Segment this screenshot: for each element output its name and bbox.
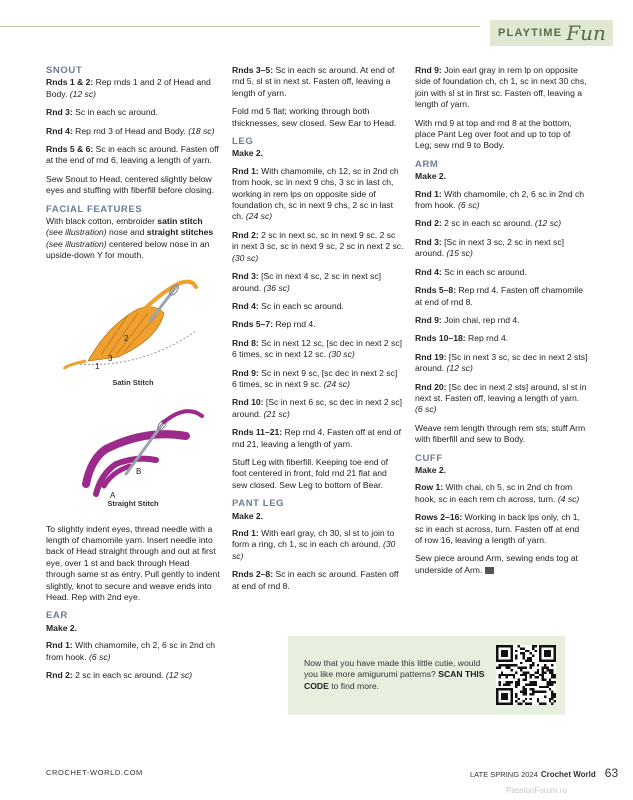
leg-make: Make 2.	[232, 148, 264, 159]
qr-code-icon[interactable]	[496, 645, 556, 705]
arm-row-3: Rnd 3: [Sc in next 3 sc, 2 sc in next sc] around. (15 sc)	[415, 236, 565, 259]
cuff-row-1: Row 1: With chai, ch 5, sc in 2nd ch from hook, sc in each rem ch across, turn. (4 sc)	[415, 482, 580, 504]
satin-stitch-caption: Satin Stitch	[112, 377, 154, 387]
footer-issue-date: LATE SPRING 2024	[470, 770, 538, 779]
snout-para: Sew Snout to Head, centered slightly below eyes and stuffing with fiberfill before closing.	[46, 173, 214, 196]
snout-row-2: Rnd 3: Sc in each sc around.	[46, 107, 158, 118]
leg-row-2: Rnd 2: 2 sc in next sc, sc in next 9 sc, 2 sc in next 3 sc, sc in next 9 sc, 2 sc in next 2 sc. (30 sc)	[232, 229, 404, 263]
arm-row-5: Rnds 5–8: Rep rnd 4. Fasten off chamomile at end of rnd 8.	[415, 285, 583, 307]
section-script: Fun	[566, 21, 606, 45]
straight-stitch-illustration	[46, 394, 220, 502]
leg-row-8: Rnd 10: [Sc in next 6 sc, sc dec in next 2 sc] around. (21 sc)	[232, 397, 403, 419]
snout-row-1: Rnds 1 & 2: Rep rnds 1 and 2 of Head and Body. (12 sc)	[46, 77, 211, 99]
page-number: 63	[604, 766, 619, 780]
arm-para: Weave rem length through rem sts; stuff Arm with fiberfill and sew to Body.	[415, 422, 586, 445]
pant-assembly-para: With rnd 9 at top and rnd 8 at the bottom, place Pant Leg over foot and up to top of Leg; sew rnd 9 to Body.	[415, 117, 572, 151]
promo-box	[288, 636, 565, 715]
arm-row-2: Rnd 2: 2 sc in each sc around. (12 sc)	[415, 218, 562, 229]
arm-row-7: Rnds 10–18: Rep rnd 4.	[415, 333, 509, 344]
facial-para: With black cotton, embroider satin stitch (see illustration) nose and straight stitches (see illustration) centered below nose in an upside-down Y for mouth.	[46, 216, 214, 261]
eyes-para: To slightly indent eyes, thread needle with a length of chamomile yarn. Insert needle into back of Head straight through and out at first eye, over 1 st and back through Head through same st as entry. Pull gently to indent slightly, knot to secure and weave ends into Head. Rep with 2nd eye.	[46, 523, 220, 602]
satin-stitch-illustration	[46, 269, 220, 381]
ear-rnds-3-5: Rnds 3–5: Sc in each sc around. At end of rnd 5, sl st in next st. Fasten off, leaving a length of yarn.	[232, 65, 395, 98]
leg-heading: LEG	[232, 136, 254, 148]
leg-row-3: Rnd 3: [Sc in next 4 sc, 2 sc in next sc] around. (36 sc)	[232, 271, 382, 293]
ear-row-1: Rnd 1: With chamomile, ch 2, 6 sc in 2nd ch from hook. (6 sc)	[46, 640, 216, 662]
end-mark-icon	[485, 567, 494, 574]
ear-row-2: Rnd 2: 2 sc in each sc around. (12 sc)	[46, 669, 193, 680]
column-2	[232, 65, 404, 599]
leg-para: Stuff Leg with fiberfill. Keeping toe end of foot centered in front, fold rnd 21 flat and sew closed. Sew Leg to bottom of Bear.	[232, 456, 389, 490]
snout-row-3: Rnd 4: Rep rnd 3 of Head and Body. (18 sc)	[46, 125, 215, 136]
cuff-row-2: Rows 2–16: Working in back lps only, ch 1, sc in each st across, turn. Fasten off at end of row 16, leaving a length of yarn.	[415, 512, 580, 545]
pant-row-1: Rnd 1: With earl gray, ch 30, sl st to join to form a ring, ch 1, sc in each ch around. (30 sc)	[232, 528, 396, 561]
satin-label-3: 3	[108, 353, 113, 363]
column-3	[415, 65, 588, 583]
ear-make: Make 2.	[46, 622, 78, 633]
footer-issue	[470, 766, 618, 780]
facial-heading: FACIAL FEATURES	[46, 203, 143, 215]
ear-fold-para: Fold rnd 5 flat; working through both thicknesses, sew closed. Sew Ear to Head.	[232, 106, 397, 128]
cuff-heading: CUFF	[415, 452, 443, 464]
leg-row-6: Rnd 8: Sc in next 12 sc, [sc dec in next 2 sc] 6 times, sc in next 12 sc. (30 sc)	[232, 337, 403, 360]
leg-row-5: Rnds 5–7: Rep rnd 4.	[232, 319, 316, 330]
pant-leg-make: Make 2.	[232, 510, 264, 521]
snout-row-4: Rnds 5 & 6: Sc in each sc around. Fasten off at the end of rnd 6, leaving a length of yarn.	[46, 144, 219, 166]
arm-row-1: Rnd 1: With chamomile, ch 2, 6 sc in 2nd ch from hook. (6 sc)	[415, 188, 585, 211]
leg-row-7: Rnd 9: Sc in next 9 sc, [sc dec in next 2 sc] 6 times, sc in next 9 sc. (24 sc)	[232, 367, 398, 389]
pant-row-2: Rnds 2–8: Sc in each sc around. Fasten off at end of rnd 8.	[232, 569, 399, 591]
leg-row-9: Rnds 11–21: Rep rnd 4. Fasten off at end of rnd 21, leaving a length of yarn.	[232, 427, 401, 449]
arm-heading: ARM	[415, 158, 439, 170]
cuff-para: Sew piece around Arm, sewing ends tog at underside of Arm.	[415, 553, 578, 575]
arm-make: Make 2.	[415, 171, 447, 182]
pant-leg-heading: PANT LEG	[232, 498, 285, 510]
snout-heading: SNOUT	[46, 65, 83, 76]
leg-row-4: Rnd 4: Sc in each sc around.	[232, 300, 344, 311]
column-1	[46, 65, 220, 688]
arm-row-4: Rnd 4: Sc in each sc around.	[415, 266, 527, 277]
pant-row-9: Rnd 9: Join earl gray in rem lp on opposite side of foundation ch, ch 1, sc in next 30 chs, join with sl st in first sc. Fasten off, leaving a length of yarn.	[415, 65, 587, 110]
satin-label-2: 2	[124, 333, 129, 343]
section-label: PLAYTIME	[498, 27, 563, 39]
arm-row-6: Rnd 9: Join chai, rep rnd 4.	[415, 314, 520, 325]
leg-row-1: Rnd 1: With chamomile, ch 12, sc in 2nd ch from hook, sc in next 9 chs, 3 sc in last ch, working in rem lps on opposite side of foundation ch, sc in next 9 chs, 2 sc in last ch. (24 sc)	[232, 165, 399, 222]
cuff-make: Make 2.	[415, 464, 447, 475]
arm-row-9: Rnd 20: [Sc dec in next 2 sts] around, sl st in next st. Fasten off, leaving a length of yarn. (6 sc)	[415, 381, 587, 415]
ear-heading: EAR	[46, 610, 68, 622]
header-rule	[0, 26, 480, 27]
straight-stitch-caption: Straight Stitch	[107, 499, 159, 509]
straight-label-a: A	[110, 491, 116, 501]
section-badge	[490, 20, 613, 46]
arm-row-8: Rnd 19: [Sc in next 3 sc, sc dec in next 2 sts] around. (12 sc)	[415, 351, 588, 374]
satin-label-1: 1	[95, 361, 100, 371]
footer-magazine: Crochet World	[540, 770, 596, 779]
footer-website: CROCHET-WORLD.COM	[46, 768, 143, 777]
straight-label-b: B	[136, 467, 142, 477]
watermark: PassionForum.ru	[506, 786, 567, 795]
promo-text: Now that you have made this little cutie, would you like more amigurumi patterns? SCAN THIS CODE to find more.	[304, 658, 485, 691]
